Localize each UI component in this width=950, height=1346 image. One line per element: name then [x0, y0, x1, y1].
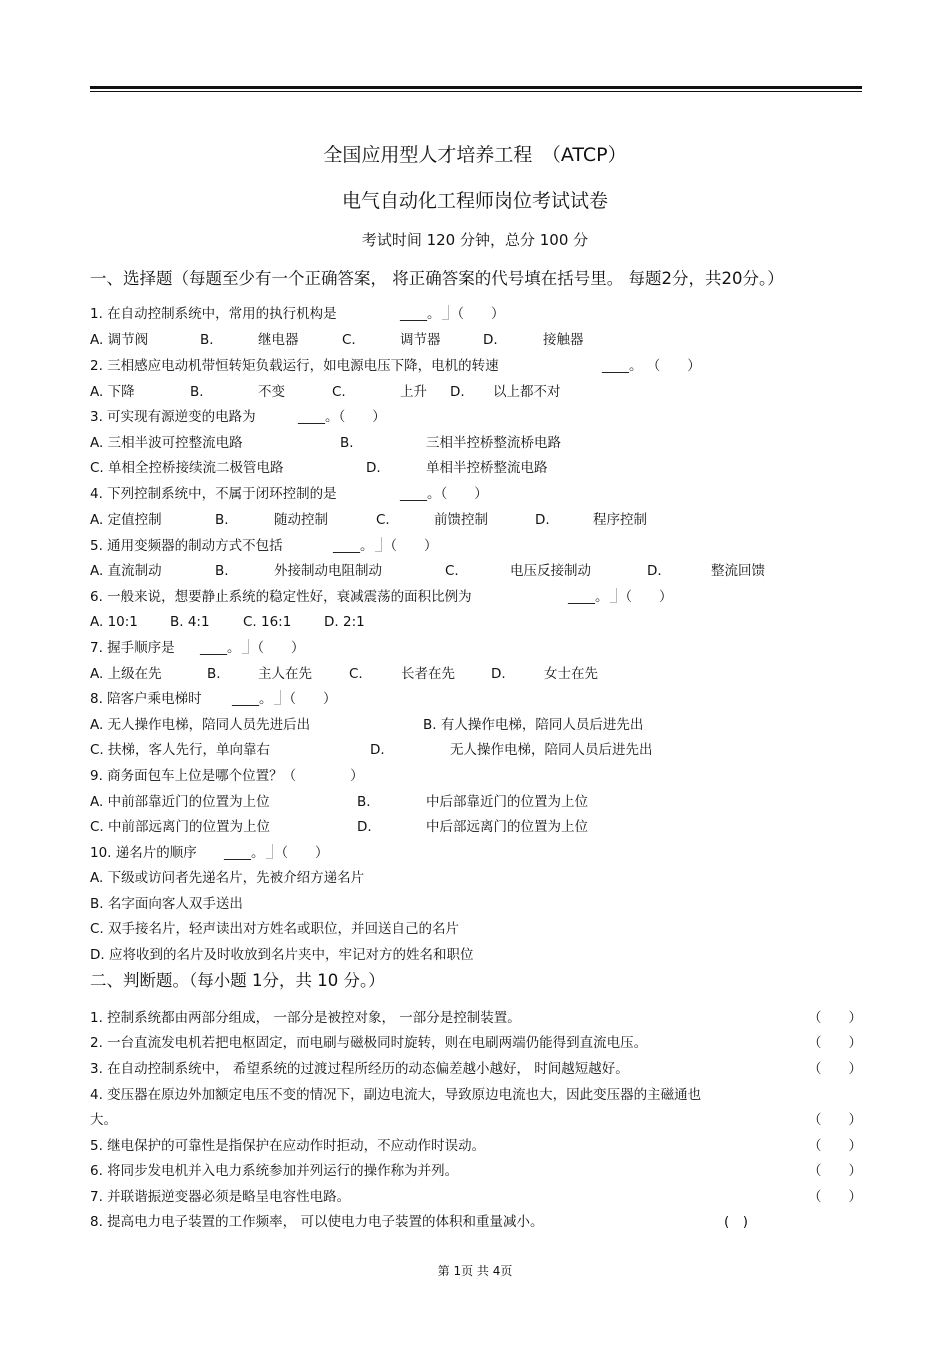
option-d: 中后部远离门的位置为上位	[426, 819, 588, 835]
top-rule-thick	[90, 86, 862, 89]
answer-paren: （ ）	[383, 538, 438, 554]
option-b-letter: B.	[190, 384, 204, 400]
judgment-4-text-cont: 大。	[90, 1112, 117, 1128]
option-a: A. 直流制动	[90, 563, 162, 579]
judgment-3	[90, 1059, 862, 1079]
option-a: A. 调节阀	[90, 332, 149, 348]
question-6-blank	[568, 587, 673, 607]
option-d: D. 应将收到的名片及时收放到名片夹中，牢记对方的姓名和职位	[90, 947, 474, 963]
answer-paren: （ ）	[808, 1061, 862, 1077]
option-b: B. 有人操作电梯，陪同人员后进先出	[423, 717, 644, 733]
option-d: 程序控制	[593, 512, 647, 528]
question-3-options-cd	[90, 458, 862, 478]
option-c-letter: C.	[332, 384, 346, 400]
judgment-4-text: 4. 变压器在原边外加额定电压不变的情况下，副边电流大，导致原边电流也大，因此变压器的主磁通也	[90, 1087, 702, 1103]
answer-blank: ____。	[400, 486, 441, 502]
option-c: 调节器	[400, 332, 441, 348]
question-3-blank	[298, 407, 386, 427]
option-d-letter: D.	[357, 819, 372, 835]
option-b-letter: B.	[340, 435, 354, 451]
answer-blank: ____。	[224, 845, 265, 861]
answer-blank: ____。	[568, 589, 609, 605]
judgment-6-text: 6. 将同步发电机并入电力系统参加并列运行的操作称为并列。	[90, 1163, 459, 1179]
answer-paren: （ ）	[808, 1163, 862, 1179]
question-6-options	[90, 612, 862, 632]
question-3-text: 3. 可实现有源逆变的电路为	[90, 409, 256, 425]
answer-paren: （ ）	[808, 1112, 862, 1128]
judgment-5-text: 5. 继电保护的可靠性是指保护在应动作时拒动，不应动作时误动。	[90, 1138, 486, 1154]
exam-title: 电气自动化工程师岗位考试试卷	[341, 190, 608, 212]
question-2	[90, 356, 862, 376]
answer-paren: （ ）	[274, 845, 329, 861]
option-c-letter: C.	[376, 512, 390, 528]
option-b: 外接制动电阻制动	[274, 563, 382, 579]
judgment-7	[90, 1187, 862, 1207]
answer-blank: ____。	[333, 538, 374, 554]
question-9-options-ab	[90, 792, 862, 812]
option-c-letter: C.	[349, 666, 363, 682]
question-7	[90, 638, 862, 658]
option-a: A. 上级在先	[90, 666, 162, 682]
answer-paren: （ ）	[808, 1035, 862, 1051]
judgment-4-line-1	[90, 1085, 862, 1105]
option-a: A. 三相半波可控整流电路	[90, 435, 243, 451]
exam-program-title: 全国应用型人才培养工程 （ATCP）	[323, 144, 627, 166]
option-b: 不变	[258, 384, 285, 400]
option-b-letter: B.	[200, 332, 214, 348]
option-d: 女士在先	[544, 666, 598, 682]
option-b: B. 名字面向客人双手送出	[90, 896, 243, 912]
question-7-blank	[200, 638, 305, 658]
answer-paren: （ ）	[440, 486, 488, 502]
question-1-text: 1. 在自动控制系统中，常用的执行机构是	[90, 306, 337, 322]
option-b: 三相半控桥整流桥电路	[426, 435, 561, 451]
judgment-8	[90, 1212, 862, 1232]
question-1	[90, 304, 862, 324]
option-b-letter: B.	[357, 794, 371, 810]
answer-blank: ____。	[298, 409, 339, 425]
question-2-options	[90, 382, 862, 402]
question-8-blank	[232, 689, 337, 709]
answer-blank: ____。	[200, 640, 241, 656]
option-b: B. 4:1	[170, 614, 210, 630]
judgment-5	[90, 1136, 862, 1156]
option-b: 主人在先	[258, 666, 312, 682]
question-1-blank	[400, 304, 505, 324]
option-c: C. 单相全控桥接续流二极管电路	[90, 460, 284, 476]
section-1-heading: 一、选择题（每题至少有一个正确答案， 将正确答案的代号填在括号里。 每题2分，共20分。）	[90, 269, 784, 288]
option-d-letter: D.	[491, 666, 506, 682]
answer-blank: ____。	[602, 358, 643, 374]
option-d: 接触器	[543, 332, 584, 348]
page-number: 第 1页 共 4页	[437, 1264, 513, 1278]
option-d-letter: D.	[450, 384, 465, 400]
question-10-option-c	[90, 919, 862, 939]
option-a: A. 10:1	[90, 614, 138, 630]
question-5-options	[90, 561, 862, 581]
judgment-7-text: 7. 并联谐振逆变器必须是略呈电容性电路。	[90, 1189, 351, 1205]
question-4-options	[90, 510, 862, 530]
option-c: C. 中前部远离门的位置为上位	[90, 819, 271, 835]
judgment-6	[90, 1161, 862, 1181]
question-7-options	[90, 664, 862, 684]
option-a: A. 无人操作电梯，陪同人员先进后出	[90, 717, 311, 733]
exam-time-info: 考试时间 120 分钟，总分 100 分	[361, 231, 589, 249]
question-10-blank	[224, 843, 329, 863]
option-c: 电压反接制动	[510, 563, 591, 579]
option-b: 随动控制	[274, 512, 328, 528]
option-a: A. 定值控制	[90, 512, 162, 528]
question-4-blank	[400, 484, 488, 504]
answer-paren: （ ）	[250, 640, 305, 656]
answer-paren: （ ）	[808, 1010, 862, 1026]
option-c: 长者在先	[401, 666, 455, 682]
judgment-3-text: 3. 在自动控制系统中， 希望系统的过渡过程所经历的动态偏差越小越好， 时间越短越好。	[90, 1061, 629, 1077]
option-c-letter: C.	[342, 332, 356, 348]
blank-mark	[266, 844, 273, 859]
option-d: 单相半控桥整流电路	[426, 460, 548, 476]
question-3-options-ab	[90, 433, 862, 453]
option-d: 无人操作电梯，陪同人员后进先出	[450, 742, 653, 758]
judgment-1-text: 1. 控制系统都由两部分组成， 一部分是被控对象， 一部分是控制装置。	[90, 1010, 521, 1026]
question-10-text: 10. 递名片的顺序	[90, 845, 197, 861]
answer-paren: （ ）	[338, 409, 386, 425]
blank-mark	[274, 690, 281, 705]
option-d-letter: D.	[370, 742, 385, 758]
option-d-letter: D.	[647, 563, 662, 579]
answer-paren: （ ）	[808, 1138, 862, 1154]
option-d: 以上都不对	[493, 384, 561, 400]
question-5-text: 5. 通用变频器的制动方式不包括	[90, 538, 283, 554]
question-10	[90, 843, 862, 863]
option-c: C. 16:1	[243, 614, 292, 630]
option-a: A. 下级或访问者先递名片，先被介绍方递名片	[90, 870, 365, 886]
option-b: 继电器	[258, 332, 299, 348]
question-10-option-b	[90, 894, 862, 914]
question-2-text: 2. 三相感应电动机带恒转矩负载运行，如电源电压下降，电机的转速	[90, 358, 499, 374]
answer-blank: ____。	[232, 691, 273, 707]
option-a: A. 下降	[90, 384, 135, 400]
question-7-text: 7. 握手顺序是	[90, 640, 175, 656]
option-a: A. 中前部靠近门的位置为上位	[90, 794, 270, 810]
judgment-4-line-2	[90, 1110, 862, 1130]
option-d-letter: D.	[483, 332, 498, 348]
question-8-options-cd	[90, 740, 862, 760]
option-d: D. 2:1	[324, 614, 365, 630]
judgment-1	[90, 1008, 862, 1028]
blank-mark	[442, 305, 449, 320]
option-c-letter: C.	[445, 563, 459, 579]
question-4-text: 4. 下列控制系统中，不属于闭环控制的是	[90, 486, 337, 502]
question-8-text: 8. 陪客户乘电梯时	[90, 691, 202, 707]
question-6	[90, 587, 862, 607]
question-5	[90, 536, 862, 556]
top-rule-thin	[90, 91, 862, 92]
answer-paren: （ ）	[646, 358, 701, 374]
blank-mark	[375, 537, 382, 552]
question-10-option-d	[90, 945, 862, 965]
answer-paren: （ ）	[618, 589, 673, 605]
question-1-options	[90, 330, 862, 350]
question-9	[90, 766, 862, 786]
question-8-options-ab	[90, 715, 862, 735]
answer-blank: ____。	[400, 306, 441, 322]
question-5-blank	[333, 536, 438, 556]
question-9-options-cd	[90, 817, 862, 837]
judgment-2-text: 2. 一台直流发电机若把电枢固定，而电刷与磁极同时旋转，则在电刷两端仍能得到直流电压。	[90, 1035, 648, 1051]
option-c: C. 双手接名片，轻声读出对方姓名或职位，并回送自己的名片	[90, 921, 460, 937]
option-d-letter: D.	[366, 460, 381, 476]
question-10-option-a	[90, 868, 862, 888]
option-c: 上升	[400, 384, 427, 400]
question-2-blank	[602, 356, 701, 376]
answer-paren: （ ）	[808, 1189, 862, 1205]
question-3	[90, 407, 862, 427]
judgment-2	[90, 1033, 862, 1053]
blank-mark	[610, 588, 617, 603]
question-6-text: 6. 一般来说，想要静止系统的稳定性好，衰减震荡的面积比例为	[90, 589, 472, 605]
question-8	[90, 689, 862, 709]
option-b-letter: B.	[207, 666, 221, 682]
option-d: 整流回馈	[711, 563, 765, 579]
option-b-letter: B.	[215, 512, 229, 528]
question-4	[90, 484, 862, 504]
blank-mark	[242, 639, 249, 654]
option-c: C. 扶梯，客人先行，单向靠右	[90, 742, 271, 758]
question-9-text: 9. 商务面包车上位是哪个位置？（ ）	[90, 768, 364, 784]
judgment-8-text: 8. 提高电力电子装置的工作频率， 可以使电力电子装置的体积和重量减小。	[90, 1214, 544, 1230]
option-b-letter: B.	[215, 563, 229, 579]
answer-paren: （ ）	[450, 306, 505, 322]
option-d-letter: D.	[535, 512, 550, 528]
answer-paren: （ ）	[282, 691, 337, 707]
option-c: 前馈控制	[434, 512, 488, 528]
section-2-heading: 二、判断题。（每小题 1分，共 10 分。）	[90, 971, 385, 990]
option-b: 中后部靠近门的位置为上位	[426, 794, 588, 810]
answer-paren: ( )	[724, 1214, 749, 1230]
